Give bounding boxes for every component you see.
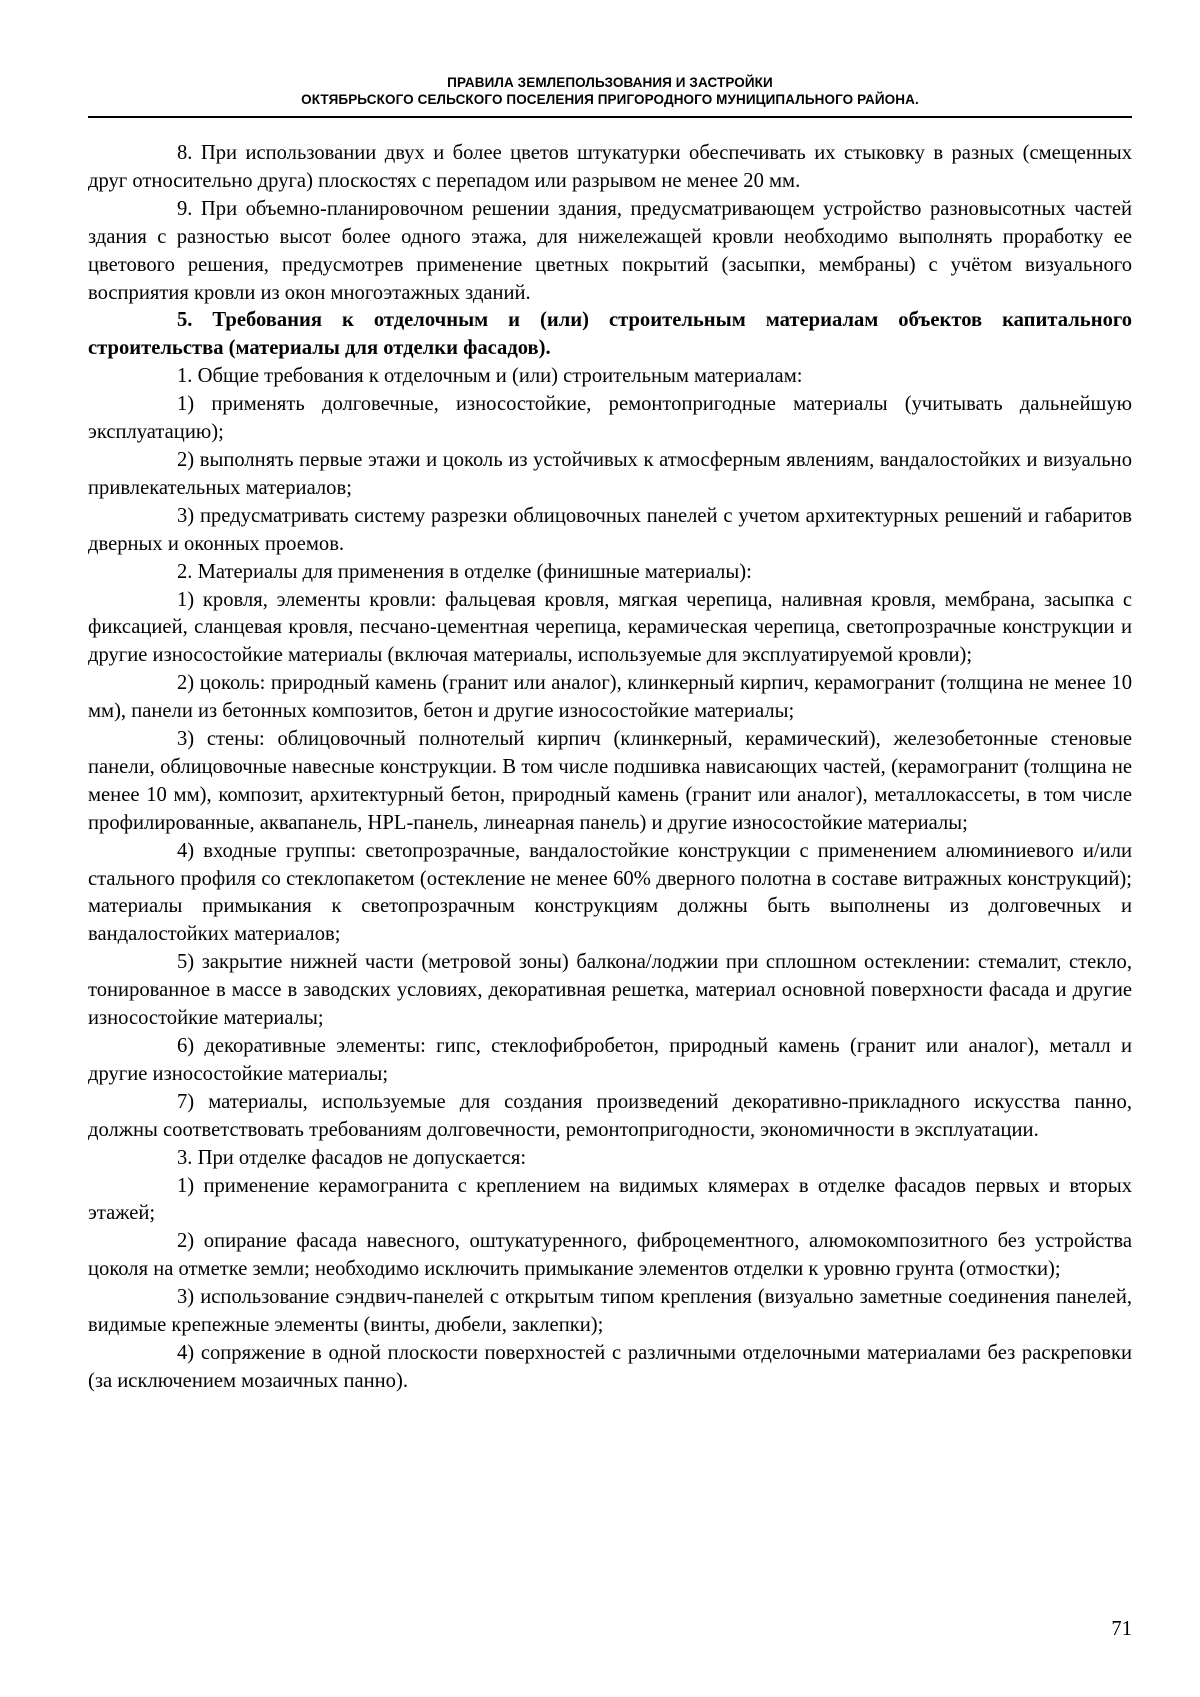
paragraph-material-panels: 7) материалы, используемые для создания произведений декоративно-прикладного искусства панно, должны соответствовать требованиям долговечности, ремонтопригодности, экономичности в эксплуатации. (88, 1090, 1132, 1141)
paragraph-item-9: 9. При объемно-планировочном решении здания, предусматривающем устройство разновысотных частей здания с разностью высот более одного этажа, для нижележащей кровли необходимо выполнять проработку ее цветового решения, предусмотрев применение цветных покрытий (засыпки, мембраны) с учётом визуального восприятия кровли из окон многоэтажных зданий. (88, 197, 1132, 304)
header-divider (88, 116, 1132, 118)
paragraph-material-roof: 1) кровля, элементы кровли: фальцевая кровля, мягкая черепица, наливная кровля, мембрана, засыпка с фиксацией, сланцевая кровля, песчано-цементная черепица, керамическая черепица, светопрозрачные конструкции и другие износостойкие материалы (включая материалы, используемые для эксплуатируемой кровли); (88, 588, 1132, 667)
paragraph-not-allowed-4: 4) сопряжение в одной плоскости поверхностей с различными отделочными материалами без раскреповки (за исключением мозаичных панно). (88, 1341, 1132, 1392)
paragraph-material-decor: 6) декоративные элементы: гипс, стеклофибробетон, природный камень (гранит или аналог), металл и другие износостойкие материалы; (88, 1035, 1132, 1085)
paragraph-not-allowed-3: 3) использование сэндвич-панелей с открытым типом крепления (визуально заметные соединения панелей, видимые крепежные элементы (винты, дюбели, заклепки); (88, 1286, 1132, 1337)
document-body (88, 140, 1132, 1396)
paragraph-material-plinth: 2) цоколь: природный камень (гранит или аналог), клинкерный кирпич, керамогранит (толщина не менее 10 мм), панели из бетонных композитов, бетон и другие износостойкие материалы; (88, 672, 1132, 723)
paragraph-material-balcony: 5) закрытие нижней части (метровой зоны) балкона/лоджии при сплошном остеклении: стемалит, стекло, тонированное в массе в заводских условиях, декоративная решетка, материал основной поверхности фасада и другие износостойкие материалы; (88, 951, 1132, 1030)
paragraph-requirement-3: 3) предусматривать систему разрезки облицовочных панелей с учетом архитектурных решений и габаритов дверных и оконных проемов. (88, 504, 1132, 555)
page-number: 71 (1111, 1618, 1132, 1640)
running-header (88, 74, 1132, 108)
paragraph-material-entrance: 4) входные группы: светопрозрачные, вандалостойкие конструкции с применением алюминиевого и/или стального профиля со стеклопакетом (остекление не менее 60% дверного полотна в составе витражных конструкций); материалы примыкания к светопрозрачным конструкциям должны быть выполнены из долговечных и вандалостойких материалов; (88, 839, 1132, 946)
paragraph-not-allowed-1: 1) применение керамогранита с креплением на видимых клямерах в отделке фасадов первых и вторых этажей; (88, 1174, 1132, 1225)
paragraph-general-requirements: 1. Общие требования к отделочным и (или) строительным материалам: (177, 365, 803, 388)
header-title-line-2: ОКТЯБРЬСКОГО СЕЛЬСКОГО ПОСЕЛЕНИЯ ПРИГОРОДНОГО МУНИЦИПАЛЬНОГО РАЙОНА. (301, 92, 919, 107)
paragraph-requirement-2: 2) выполнять первые этажи и цоколь из устойчивых к атмосферным явлениям, вандалостойких и визуально привлекательных материалов; (88, 448, 1132, 499)
paragraph-not-allowed-2: 2) опирание фасада навесного, оштукатуренного, фиброцементного, алюмокомпозитного без устройства цоколя на отметке земли; необходимо исключить примыкание элементов отделки к уровню грунта (отмостки); (88, 1230, 1132, 1281)
paragraph-requirement-1: 1) применять долговечные, износостойкие, ремонтопригодные материалы (учитывать дальнейшую эксплуатацию); (88, 393, 1132, 444)
paragraph-not-allowed: 3. При отделке фасадов не допускается: (177, 1146, 527, 1169)
paragraph-material-walls: 3) стены: облицовочный полнотелый кирпич (клинкерный, керамический), железобетонные стеновые панели, облицовочные навесные конструкции. В том числе подшивка нависающих частей, (керамогранит (толщина не менее 10 мм), композит, архитектурный бетон, природный камень (гранит или аналог), металлокассеты, в том числе профилированные, аквапанель, HPL-панель, линеарная панель) и другие износостойкие материалы; (88, 728, 1132, 834)
section-heading-5: 5. Требования к отделочным и (или) строительным материалам объектов капитального строительства (материалы для отделки фасадов). (88, 309, 1132, 360)
header-title-line-1: ПРАВИЛА ЗЕМЛЕПОЛЬЗОВАНИЯ И ЗАСТРОЙКИ (447, 75, 773, 90)
paragraph-finish-materials: 2. Материалы для применения в отделке (финишные материалы): (177, 560, 752, 583)
paragraph-item-8: 8. При использовании двух и более цветов штукатурки обеспечивать их стыковку в разных (смещенных друг относительно друга) плоскостях с перепадом или разрывом не менее 20 мм. (88, 142, 1132, 192)
